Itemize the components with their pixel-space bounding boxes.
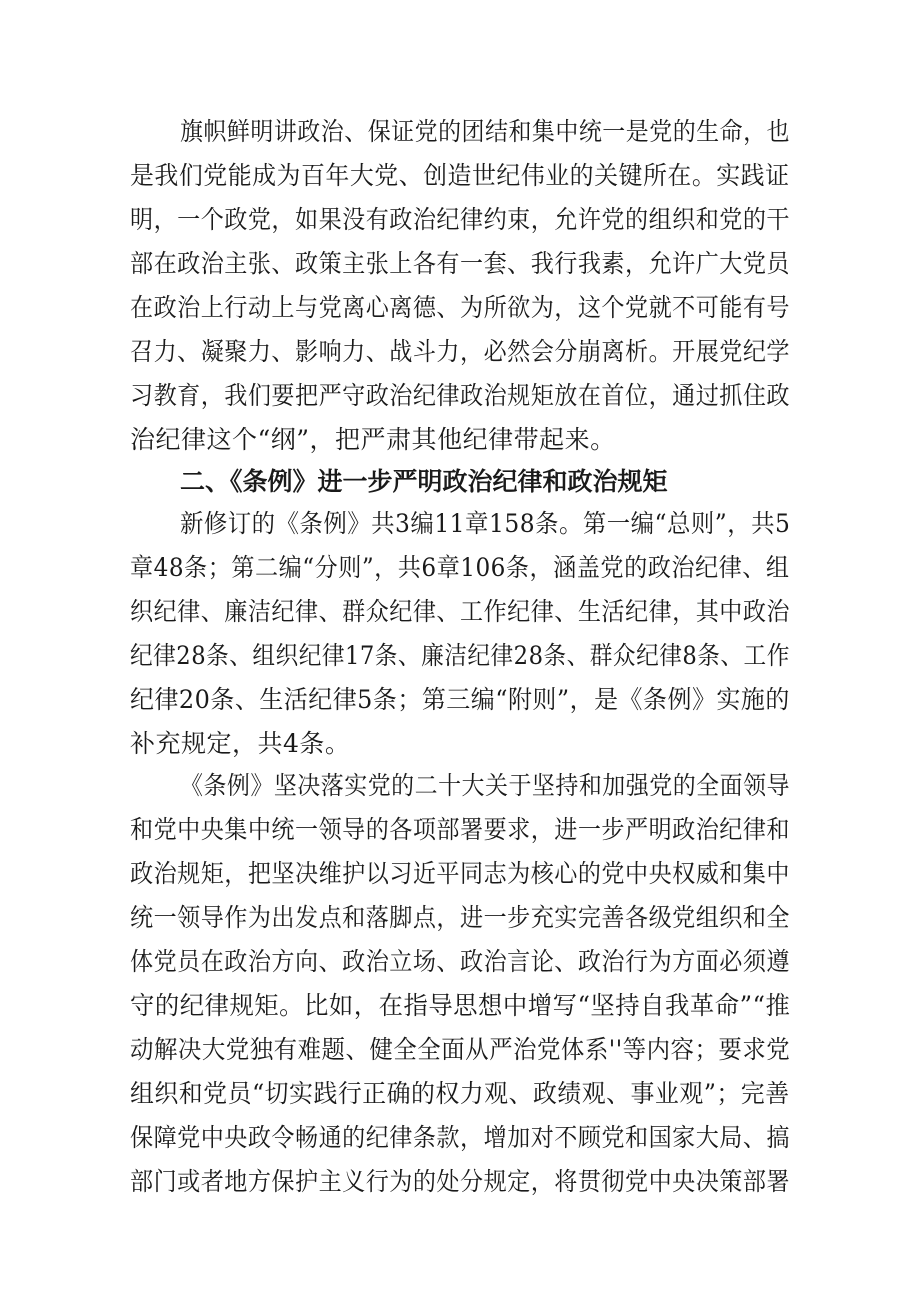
paragraph-1-line-8: 治纪律这个“纲”，把严肃其他纪律带起来。 (130, 425, 616, 454)
paragraph-1-line-2: 是我们党能成为百年大党、创造世纪伟业的关键所在。实践证 (130, 161, 790, 190)
paragraph-2-line-3: 织纪律、廉洁纪律、群众纪律、工作纪律、生活纪律，其中政治 (130, 597, 791, 626)
paragraph-2-line-2: 章48条；第二编“分则”，共6章106条，涵盖党的政治纪律、组 (130, 553, 790, 582)
paragraph-3-line-8: 组织和党员“切实践行正确的权力观、政绩观、事业观”；完善 (130, 1079, 790, 1108)
paragraph-2-line-6: 补充规定，共4条。 (130, 729, 351, 758)
paragraph-3-line-3: 政治规矩，把坚决维护以习近平同志为核心的党中央权威和集中 (130, 859, 791, 888)
paragraph-1-line-5: 在政治上行动上与党离心离德、为所欲为，这个党就不可能有号 (130, 293, 791, 322)
paragraph-3-line-7: 动解决大党独有难题、健全全面从严治党体系''等内容；要求党 (130, 1035, 791, 1064)
paragraph-3-line-2: 和党中央集中统一领导的各项部署要求，进一步严明政治纪律和 (130, 815, 791, 844)
paragraph-1-line-7: 习教育，我们要把严守政治纪律政治规矩放在首位，通过抓住政 (130, 381, 791, 410)
paragraph-2-line-1: 新修订的《条例》共3编11章158条。第一编“总则”，共5 (180, 509, 791, 538)
paragraph-1-line-1: 旗帜鲜明讲政治、保证党的团结和集中统一是党的生命，也 (180, 117, 791, 146)
paragraph-3-line-10: 部门或者地方保护主义行为的处分规定，将贯彻党中央决策部署 (130, 1167, 791, 1196)
paragraph-3-line-9: 保障党中央政令畅通的纪律条款，增加对不顾党和国家大局、搞 (130, 1123, 791, 1152)
paragraph-2-line-5: 纪律20条、生活纪律5条；第三编“附则”，是《条例》实施的 (130, 685, 790, 714)
paragraph-3-line-1: 《条例》坚决落实党的二十大关于坚持和加强党的全面领导 (180, 771, 791, 800)
paragraph-1-line-6: 召力、凝聚力、影响力、战斗力，必然会分崩离析。开展党纪学 (130, 337, 791, 366)
paragraph-1-line-3: 明，一个政党，如果没有政治纪律约束，允许党的组织和党的干 (130, 205, 791, 234)
paragraph-3-line-4: 统一领导作为出发点和落脚点，进一步充实完善各级党组织和全 (130, 903, 791, 932)
section-heading: 二、《条例》进一步严明政治纪律和政治规矩 (180, 467, 668, 496)
paragraph-1-line-4: 部在政治主张、政策主张上各有一套、我行我素，允许广大党员 (130, 249, 791, 278)
paragraph-2-line-4: 纪律28条、组织纪律17条、廉洁纪律28条、群众纪律8条、工作 (130, 641, 790, 670)
paragraph-3-line-5: 体党员在政治方向、政治立场、政治言论、政治行为方面必须遵 (130, 947, 791, 976)
paragraph-3-line-6: 守的纪律规矩。比如，在指导思想中增写“坚持自我革命”“推 (130, 991, 791, 1020)
